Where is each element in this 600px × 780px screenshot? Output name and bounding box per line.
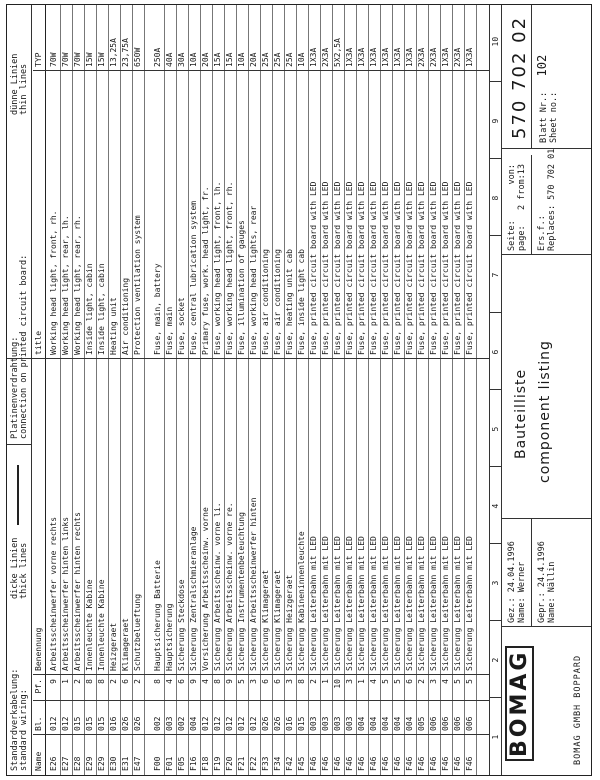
pf-cell: 9: [49, 679, 58, 684]
typ-cell: 2X3A: [417, 47, 426, 67]
tb-divider: [501, 254, 591, 255]
colnum-divider: [489, 389, 501, 390]
benennung-cell: Sicherung Leiterbahn mit LED: [417, 536, 426, 671]
typ-cell: 2X3A: [429, 47, 438, 67]
bl-cell: 002: [153, 716, 162, 731]
typ-cell: 250A: [153, 47, 162, 67]
title-cell: Fuse, main: [165, 306, 174, 355]
bl-cell: 005: [417, 716, 426, 731]
benennung-cell: Heizgeraet: [109, 622, 118, 671]
thick-line-sample: [17, 465, 19, 525]
typ-cell: 20A: [201, 52, 210, 67]
tb-divider: [531, 5, 532, 149]
colnum-divider: [489, 543, 501, 544]
bl-cell: 006: [429, 716, 438, 731]
col-divider: [7, 358, 489, 359]
typ-cell: 15A: [225, 52, 234, 67]
colnum-divider: [489, 81, 501, 82]
pf-cell: 3: [249, 679, 258, 684]
pf-cell: 2: [73, 679, 82, 684]
colnum-divider: [489, 620, 501, 621]
col-pf-header: Pf.: [34, 679, 43, 694]
pcb-wiring-label: Platinenverdrahtung: connection on printed circuit board:: [10, 254, 29, 439]
bl-cell: 026: [133, 716, 142, 731]
column-number: 9: [491, 118, 500, 124]
title-de: Bauteilliste: [513, 368, 529, 459]
pf-cell: 6: [261, 679, 270, 684]
title-cell: Fuse, printed circuit board with LED: [357, 181, 366, 355]
title-cell: Fuse, printed circuit board with LED: [441, 181, 450, 355]
title-cell: Fuse, printed circuit board with LED: [429, 181, 438, 355]
bl-cell: 016: [109, 716, 118, 731]
benennung-cell: Sicherung Leiterbahn mit LED: [357, 536, 366, 671]
name-cell: F16: [189, 756, 198, 771]
bl-cell: 012: [237, 716, 246, 731]
bomag-logo: BOMAG: [507, 646, 532, 761]
benennung-cell: Sicherung Leiterbahn mit LED: [345, 536, 354, 671]
typ-cell: 5X2,5A: [333, 38, 342, 67]
name-cell: F42: [285, 756, 294, 771]
title-cell: Fuse, air conditioning: [273, 249, 282, 355]
typ-cell: 1X3A: [345, 47, 354, 67]
bl-cell: 003: [309, 716, 318, 731]
benennung-cell: Hauptsicherung Batterie: [153, 560, 162, 671]
pf-cell: 6: [121, 679, 130, 684]
benennung-cell: Arbeitsscheinwerfer hinten rechts: [73, 512, 82, 671]
bl-cell: 003: [345, 716, 354, 731]
title-cell: Fuse, socket: [177, 297, 186, 355]
typ-cell: 70W: [61, 52, 70, 67]
pf-cell: 8: [153, 679, 162, 684]
col-typ-header: TYP: [34, 52, 43, 67]
name-cell: F34: [273, 756, 282, 771]
name-cell: E30: [109, 756, 118, 771]
name-cell: E27: [61, 756, 70, 771]
bl-cell: 026: [121, 716, 130, 731]
bl-cell: 003: [333, 716, 342, 731]
pf-cell: 8: [97, 679, 106, 684]
name-cell: F46: [309, 756, 318, 771]
title-cell: Fuse, printed circuit board with LED: [333, 181, 342, 355]
pf-cell: 4: [201, 679, 210, 684]
benennung-cell: Vorsicherung Arbeitsscheinw. vorne: [201, 507, 210, 671]
name-cell: F46: [381, 756, 390, 771]
benennung-cell: Arbeitsscheinwerfer hinten links: [61, 516, 70, 671]
name-cell: F46: [465, 756, 474, 771]
typ-cell: 70W: [49, 52, 58, 67]
typ-cell: 2X3A: [453, 47, 462, 67]
benennung-cell: Sicherung Instrumentenbeleuchtung: [237, 512, 246, 671]
benennung-cell: Sicherung Leiterbahn mit LED: [429, 536, 438, 671]
page-block: Seite: von: page: 2 from:13: [507, 163, 527, 251]
title-cell: Heating unit: [109, 297, 118, 355]
title-cell: Fuse, working head light, front, rh.: [225, 181, 234, 355]
benennung-cell: Innenleuchte Kabine: [97, 579, 106, 671]
typ-cell: 25A: [261, 52, 270, 67]
name-cell: E26: [49, 756, 58, 771]
pf-cell: 4: [165, 679, 174, 684]
benennung-cell: Sicherung Leiterbahn mit LED: [309, 536, 318, 671]
typ-cell: 1X3A: [309, 47, 318, 67]
bl-cell: 004: [381, 716, 390, 731]
name-cell: F22: [249, 756, 258, 771]
name-cell: F45: [297, 756, 306, 771]
pf-cell: 6: [273, 679, 282, 684]
pf-cell: 2: [133, 679, 142, 684]
bl-cell: 004: [189, 716, 198, 731]
replaces-block: Ers.f.: Replaces: 570 702 01: [537, 148, 557, 251]
pf-cell: 2: [309, 679, 318, 684]
bl-cell: 012: [225, 716, 234, 731]
benennung-cell: Hauptsicherung: [165, 603, 174, 671]
pf-cell: 6: [405, 679, 414, 684]
thin-lines-label: dünne Linien thin lines: [10, 53, 29, 115]
column-number: 2: [491, 657, 500, 663]
bl-cell: 015: [297, 716, 306, 731]
benennung-cell: Sicherung Klimageraet: [273, 569, 282, 671]
title-cell: Fuse, printed circuit board with LED: [309, 181, 318, 355]
name-cell: F19: [213, 756, 222, 771]
column-number: 7: [491, 272, 500, 278]
typ-cell: 15A: [213, 52, 222, 67]
pf-cell: 9: [189, 679, 198, 684]
title-cell: Air conditioning: [121, 277, 130, 355]
tb-divider: [501, 148, 591, 149]
checked-by-block: Gepr.: 24.4.1996 Name: Nällin: [537, 541, 557, 623]
title-cell: Fuse, printed circuit board with LED: [465, 181, 474, 355]
title-cell: Fuse, heating unit cab: [285, 249, 294, 355]
document-number: 570 702 02: [509, 15, 530, 139]
column-number: 5: [491, 426, 500, 432]
name-cell: E29: [97, 756, 106, 771]
typ-cell: 13,25A: [109, 38, 118, 67]
bl-cell: 015: [97, 716, 106, 731]
pf-cell: 4: [441, 679, 450, 684]
title-cell: Fuse, printed circuit board with LED: [405, 181, 414, 355]
pf-cell: 8: [297, 679, 306, 684]
pf-cell: 6: [177, 679, 186, 684]
typ-cell: 1X3A: [393, 47, 402, 67]
bl-cell: 003: [321, 716, 330, 731]
colnum-divider: [489, 697, 501, 698]
bl-cell: 006: [441, 716, 450, 731]
title-cell: Working head light, rear, lh.: [61, 215, 70, 355]
benennung-cell: Sicherung Leiterbahn mit LED: [321, 536, 330, 671]
tb-divider: [501, 518, 591, 519]
benennung-cell: Sicherung Heizgeraet: [285, 574, 294, 671]
title-cell: Fuse, printed circuit board with LED: [345, 181, 354, 355]
typ-cell: 10A: [189, 52, 198, 67]
typ-cell: 1X3A: [357, 47, 366, 67]
bl-cell: 006: [453, 716, 462, 731]
pf-cell: 5: [453, 679, 462, 684]
pf-cell: 5: [465, 679, 474, 684]
typ-cell: 1X3A: [381, 47, 390, 67]
name-cell: F20: [225, 756, 234, 771]
typ-cell: 23,75A: [121, 38, 130, 67]
pf-cell: 1: [321, 679, 330, 684]
column-number: 4: [491, 503, 500, 509]
bl-cell: 012: [249, 716, 258, 731]
colnum-top: [489, 5, 490, 775]
title-cell: Primary fuse, work. head light, fr.: [201, 186, 210, 355]
benennung-cell: Sicherung Leiterbahn mit LED: [369, 536, 378, 671]
name-cell: E29: [85, 756, 94, 771]
benennung-cell: Schutzbelueftung: [133, 593, 142, 671]
title-cell: Fuse, central lubrication system: [189, 200, 198, 355]
column-number: 10: [491, 36, 500, 47]
typ-cell: 10A: [297, 52, 306, 67]
bl-cell: 015: [85, 716, 94, 731]
benennung-cell: Arbeitsscheinwerfer vorne rechts: [49, 516, 58, 671]
bl-cell: 026: [261, 716, 270, 731]
typ-cell: 1X3A: [441, 47, 450, 67]
typ-cell: 30A: [177, 52, 186, 67]
typ-cell: 40A: [165, 52, 174, 67]
bl-cell: 026: [273, 716, 282, 731]
benennung-cell: Sicherung Leiterbahn mit LED: [465, 536, 474, 671]
name-cell: F00: [153, 756, 162, 771]
title-cell: Fuse, inside light cab: [297, 249, 306, 355]
tb-divider: [531, 155, 532, 255]
column-number: 6: [491, 349, 500, 355]
benennung-cell: Sicherung Leiterbahn mit LED: [405, 536, 414, 671]
name-cell: F46: [357, 756, 366, 771]
name-cell: F46: [405, 756, 414, 771]
pf-cell: 8: [85, 679, 94, 684]
pf-cell: 4: [369, 679, 378, 684]
col-name-header: Name: [34, 751, 43, 771]
typ-cell: 20A: [249, 52, 258, 67]
table-row: [132, 5, 145, 775]
pf-cell: 8: [213, 679, 222, 684]
bl-cell: 012: [61, 716, 70, 731]
pf-cell: 9: [225, 679, 234, 684]
pf-cell: 5: [381, 679, 390, 684]
pf-cell: 2: [109, 679, 118, 684]
benennung-cell: Sicherung Kabineninnenleuchte: [297, 531, 306, 671]
name-cell: F21: [237, 756, 246, 771]
benennung-cell: Innenleuchte Kabine: [85, 579, 94, 671]
bl-cell: 004: [357, 716, 366, 731]
benennung-cell: Sicherung Arbeitsscheinwerfer hinten: [249, 497, 258, 671]
col-divider: [7, 444, 31, 445]
name-cell: F46: [345, 756, 354, 771]
benennung-cell: Sicherung Leiterbahn mit LED: [441, 536, 450, 671]
benennung-cell: Sicherung Klimageraet: [261, 569, 270, 671]
pf-cell: 1: [61, 679, 70, 684]
column-number: 1: [491, 734, 500, 740]
title-cell: Fuse, air conditioning: [261, 249, 270, 355]
typ-cell: 15W: [85, 52, 94, 67]
benennung-cell: Sicherung Leiterbahn mit LED: [393, 536, 402, 671]
typ-cell: 650W: [133, 47, 142, 67]
benennung-cell: Sicherung Arbeitsscheinw. vorne li.: [213, 502, 222, 671]
bl-cell: 016: [285, 716, 294, 731]
benennung-cell: Sicherung Leiterbahn mit LED: [333, 536, 342, 671]
name-cell: F46: [369, 756, 378, 771]
title-cell: Fuse, working head lights, rear: [249, 205, 258, 355]
typ-cell: 2X3A: [321, 47, 330, 67]
title-en: component listing: [537, 340, 553, 483]
title-cell: Protection ventilation system: [133, 215, 142, 355]
benennung-cell: Sicherung Leiterbahn mit LED: [381, 536, 390, 671]
col-divider: [33, 674, 489, 675]
pf-cell: 3: [285, 679, 294, 684]
bl-cell: 003: [165, 716, 174, 731]
drawn-by-block: Gez.: 24.04.1996 Name: Werner: [507, 541, 527, 623]
pf-cell: 10: [333, 679, 342, 689]
name-cell: F46: [321, 756, 330, 771]
title-cell: Fuse, printed circuit board with LED: [321, 181, 330, 355]
column-number: 3: [491, 580, 500, 586]
name-cell: E47: [133, 756, 142, 771]
typ-cell: 70W: [73, 52, 82, 67]
pf-cell: 3: [429, 679, 438, 684]
col-divider: [33, 700, 489, 701]
bl-cell: 012: [201, 716, 210, 731]
pf-cell: 1: [357, 679, 366, 684]
pf-cell: 5: [237, 679, 246, 684]
name-cell: E28: [73, 756, 82, 771]
bl-cell: 004: [405, 716, 414, 731]
colnum-bottom: [501, 5, 502, 775]
pf-cell: 2: [417, 679, 426, 684]
sheet-block: Blatt Nr.: 102 Sheet no.:: [535, 54, 559, 143]
thick-lines-label: dicke Linien thick lines: [10, 537, 29, 599]
name-cell: F46: [441, 756, 450, 771]
sheet-frame: [6, 4, 592, 776]
col-divider: [33, 734, 489, 735]
column-header-row: [33, 5, 46, 775]
typ-cell: 1X3A: [369, 47, 378, 67]
title-cell: Fuse, printed circuit board with LED: [381, 181, 390, 355]
tb-divider: [501, 626, 591, 627]
col-title-header: title: [34, 330, 43, 355]
name-cell: E31: [121, 756, 130, 771]
benennung-cell: Sicherung Arbeitsscheinw. vorne re.: [225, 502, 234, 671]
title-cell: Inside light, cabin: [97, 263, 106, 355]
colnum-divider: [489, 466, 501, 467]
bl-cell: 006: [465, 716, 474, 731]
name-cell: F33: [261, 756, 270, 771]
benennung-cell: Sicherung Zentralschmieranlage: [189, 526, 198, 671]
name-cell: F01: [165, 756, 174, 771]
col-benennung-header: Benennung: [34, 627, 43, 671]
bl-cell: 002: [177, 716, 186, 731]
pf-cell: 3: [345, 679, 354, 684]
title-cell: Working head light, front, rh.: [49, 210, 58, 355]
name-cell: F18: [201, 756, 210, 771]
name-cell: F46: [333, 756, 342, 771]
title-cell: Fuse, printed circuit board with LED: [453, 181, 462, 355]
bl-cell: 004: [369, 716, 378, 731]
standard-wiring-label: Standardverkabelung: standard wiring:: [10, 668, 29, 771]
col-bl-header: Bl.: [34, 716, 43, 731]
title-cell: Fuse, illumination of gauges: [237, 220, 246, 355]
typ-cell: 15W: [97, 52, 106, 67]
title-cell: Working head light, rear, rh.: [73, 215, 82, 355]
col-divider: [33, 70, 489, 71]
colnum-divider: [489, 235, 501, 236]
typ-cell: 25A: [285, 52, 294, 67]
bl-cell: 012: [213, 716, 222, 731]
title-cell: Fuse, printed circuit board with LED: [417, 181, 426, 355]
company-name: BOMAG GMBH BOPPARD: [573, 654, 583, 765]
title-cell: Fuse, working head light, front, lh.: [213, 181, 222, 355]
bl-cell: 004: [393, 716, 402, 731]
typ-cell: 1X3A: [405, 47, 414, 67]
benennung-cell: Klimageraet: [121, 618, 130, 671]
benennung-cell: Sicherung Steckdose: [177, 579, 186, 671]
name-cell: F46: [393, 756, 402, 771]
bl-cell: 012: [49, 716, 58, 731]
title-cell: Inside light, cabin: [85, 263, 94, 355]
column-number: 8: [491, 195, 500, 201]
title-cell: Fuse, printed circuit board with LED: [393, 181, 402, 355]
tb-divider: [531, 519, 532, 627]
colnum-divider: [489, 312, 501, 313]
bl-cell: 015: [73, 716, 82, 731]
table-row: [464, 5, 477, 775]
typ-cell: 25A: [273, 52, 282, 67]
benennung-cell: Sicherung Leiterbahn mit LED: [453, 536, 462, 671]
name-cell: F05: [177, 756, 186, 771]
name-cell: F46: [453, 756, 462, 771]
name-cell: F46: [417, 756, 426, 771]
title-cell: Fuse, main, battery: [153, 263, 162, 355]
title-cell: Fuse, printed circuit board with LED: [369, 181, 378, 355]
typ-cell: 1X3A: [465, 47, 474, 67]
colnum-divider: [489, 158, 501, 159]
typ-cell: 10A: [237, 52, 246, 67]
header-divider: [31, 5, 32, 775]
pf-cell: 5: [393, 679, 402, 684]
name-cell: F46: [429, 756, 438, 771]
